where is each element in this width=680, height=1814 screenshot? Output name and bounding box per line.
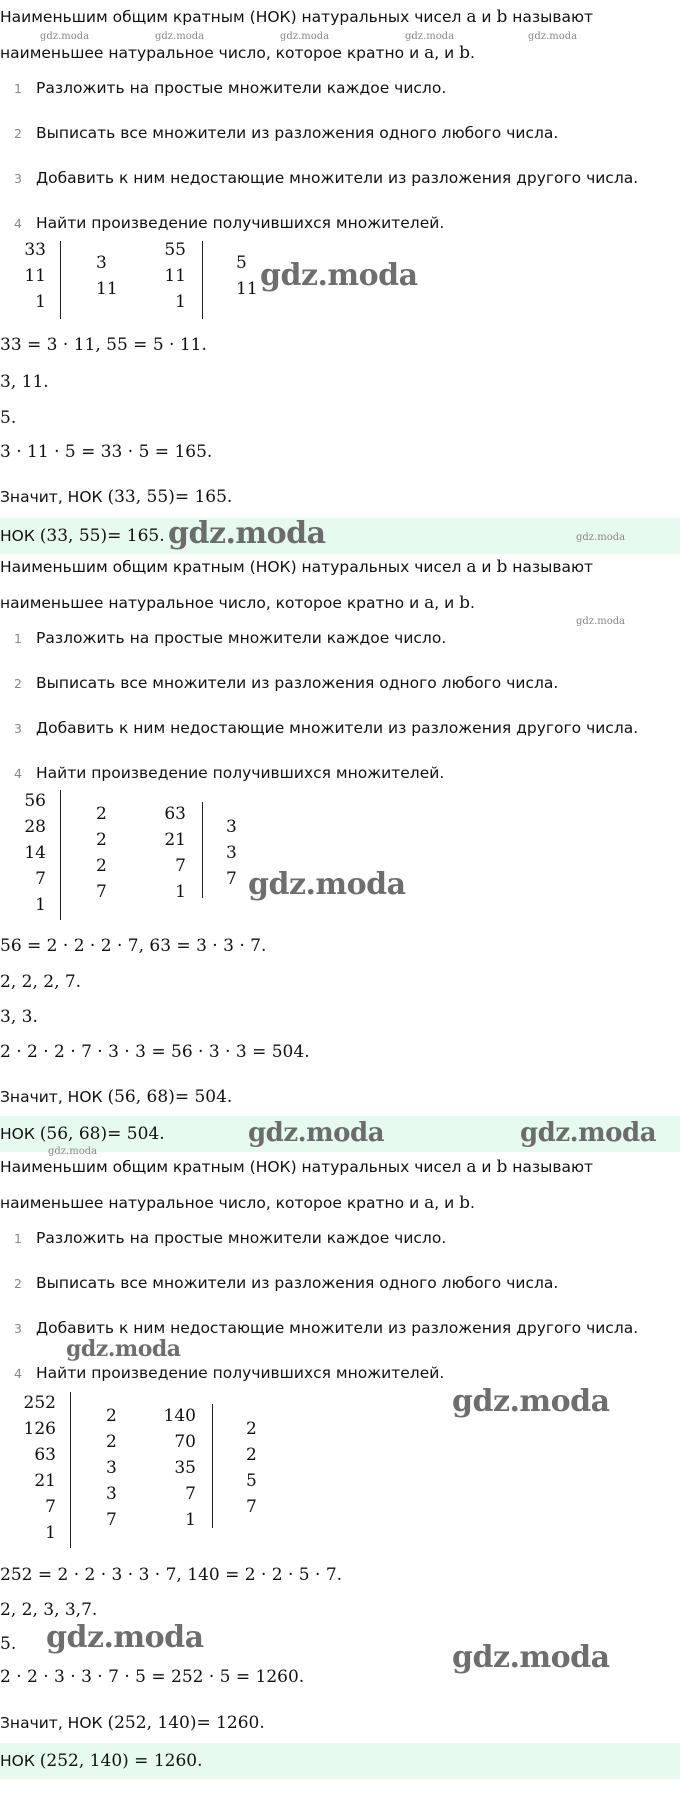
- table-factor: 7: [226, 869, 237, 889]
- and-text: и: [439, 594, 460, 612]
- step-number: 2: [14, 676, 22, 691]
- table-number: 55: [164, 240, 186, 260]
- definition-text: Наименьшим общим кратным (НОК) натуральных чисел: [0, 8, 467, 26]
- step-number: 3: [14, 171, 22, 186]
- and-text: и: [476, 558, 497, 576]
- and-text: и: [439, 44, 460, 62]
- answer-text: [0, 1751, 202, 1771]
- var-a: a: [424, 593, 435, 613]
- watermark-big: gdz.moda: [452, 1384, 610, 1419]
- right-factors: [246, 1416, 257, 1520]
- step-number: 1: [14, 631, 22, 646]
- answer-label: НОК: [0, 1125, 40, 1143]
- var-b: b: [496, 557, 508, 577]
- table-number: 35: [174, 1458, 196, 1478]
- factor-list-2: 5.: [0, 408, 17, 428]
- step-1: [14, 1228, 446, 1249]
- period: .: [470, 594, 475, 612]
- step-text: Добавить к ним недостающие множители из разложения другого числа.: [36, 169, 639, 187]
- table-number: 11: [24, 266, 46, 286]
- watermark-small: gdz.moda: [576, 532, 626, 543]
- definition-line-1: [0, 1157, 593, 1177]
- table-number: 21: [164, 830, 186, 850]
- table-number: 7: [185, 1484, 196, 1504]
- right-numbers: [150, 1403, 196, 1533]
- step-number: 4: [14, 766, 22, 781]
- table-factor: 2: [96, 830, 107, 850]
- var-b: b: [459, 593, 470, 613]
- table-number: 70: [174, 1432, 196, 1452]
- factorization-line: 33 = 3 · 11, 55 = 5 · 11.: [0, 335, 207, 355]
- table-factor: 3: [106, 1458, 117, 1478]
- definition-line-2: [0, 1193, 475, 1213]
- table-factor: 7: [246, 1497, 257, 1517]
- table-factor: 2: [96, 856, 107, 876]
- conclusion-math: (252, 140)= 1260.: [107, 1713, 265, 1733]
- left-numbers: [6, 1390, 56, 1546]
- var-a: a: [424, 1193, 435, 1213]
- factorization-line: 56 = 2 · 2 · 2 · 7, 63 = 3 · 3 · 7.: [0, 936, 267, 956]
- product-line: 3 · 11 · 5 = 33 · 5 = 165.: [0, 442, 213, 462]
- var-a: a: [466, 1157, 477, 1177]
- definition-text: Наименьшим общим кратным (НОК) натуральных чисел: [0, 1158, 467, 1176]
- step-2: [14, 1273, 558, 1294]
- watermark-big: gdz.moda: [260, 258, 418, 293]
- table-factor: 5: [246, 1471, 257, 1491]
- watermark-small: gdz.moda: [280, 31, 330, 42]
- table-factor: 2: [246, 1419, 257, 1439]
- table-number: 11: [164, 266, 186, 286]
- table-factor: 5: [236, 253, 247, 273]
- table-factor: 7: [96, 882, 107, 902]
- table-number: 63: [164, 804, 186, 824]
- step-text: Добавить к ним недостающие множители из разложения другого числа.: [36, 1319, 639, 1337]
- table-number: 126: [23, 1419, 56, 1439]
- answer-math: (56, 68)= 504.: [39, 1124, 165, 1144]
- watermark-big: gdz.moda: [248, 867, 406, 902]
- step-text: Найти произведение получившихся множителей.: [36, 1364, 445, 1382]
- conclusion-text: Значит, НОК: [0, 1714, 108, 1732]
- table-number: 7: [35, 869, 46, 889]
- comma: ,: [434, 594, 440, 612]
- definition-text: называют: [507, 1158, 594, 1176]
- watermark-big: gdz.moda: [452, 1640, 610, 1675]
- watermark-big: gdz.moda: [46, 1620, 204, 1655]
- var-a: a: [466, 7, 477, 27]
- period: .: [470, 1194, 475, 1212]
- answer-label: НОК: [0, 1752, 40, 1770]
- step-text: Выписать все множители из разложения одного любого числа.: [36, 1274, 559, 1292]
- var-b: b: [459, 1193, 470, 1213]
- definition-text: наименьшее натуральное число, которое кратно и: [0, 1194, 425, 1212]
- step-number: 4: [14, 1366, 22, 1381]
- step-number: 2: [14, 1276, 22, 1291]
- conclusion-line: [0, 1713, 265, 1733]
- and-text: и: [476, 1158, 497, 1176]
- answer-bar: [0, 1743, 680, 1779]
- step-text: Найти произведение получившихся множителей.: [36, 764, 445, 782]
- answer-label: НОК: [0, 527, 40, 545]
- var-b: b: [496, 1157, 508, 1177]
- table-factor: 11: [96, 279, 118, 299]
- step-number: 4: [14, 216, 22, 231]
- step-text: Разложить на простые множители каждое число.: [36, 79, 447, 97]
- step-text: Выписать все множители из разложения одного любого числа.: [36, 124, 559, 142]
- conclusion-math: (56, 68)= 504.: [107, 1087, 233, 1107]
- definition-text: Наименьшим общим кратным (НОК) натуральных чисел: [0, 558, 467, 576]
- step-text: Выписать все множители из разложения одного любого числа.: [36, 674, 559, 692]
- table-number: 63: [34, 1445, 56, 1465]
- factor-list-1: 3, 11.: [0, 372, 49, 392]
- watermark-big: gdz.moda: [168, 516, 326, 551]
- step-4: [14, 1363, 444, 1384]
- conclusion-math: (33, 55)= 165.: [107, 487, 233, 507]
- table-number: 1: [35, 292, 46, 312]
- definition-text: называют: [507, 558, 594, 576]
- step-number: 2: [14, 126, 22, 141]
- step-number: 1: [14, 81, 22, 96]
- table-number: 7: [45, 1497, 56, 1517]
- var-a: a: [466, 557, 477, 577]
- table-factor: 2: [106, 1406, 117, 1426]
- table-factor: 3: [226, 817, 237, 837]
- definition-text: наименьшее натуральное число, которое кратно и: [0, 594, 425, 612]
- table-divider: [70, 1392, 71, 1548]
- factor-list-2: 3, 3.: [0, 1007, 38, 1027]
- watermark-small: gdz.moda: [576, 616, 626, 627]
- table-number: 1: [185, 1510, 196, 1530]
- table-factor: 7: [106, 1510, 117, 1530]
- table-number: 140: [163, 1406, 196, 1426]
- table-number: 252: [23, 1393, 56, 1413]
- watermark-small: gdz.moda: [155, 31, 205, 42]
- answer-math: (33, 55)= 165.: [39, 526, 165, 546]
- factor-list-1: 2, 2, 2, 7.: [0, 972, 82, 992]
- step-number: 3: [14, 721, 22, 736]
- step-text: Добавить к ним недостающие множители из разложения другого числа.: [36, 719, 639, 737]
- watermark-big: gdz.moda: [520, 1118, 657, 1148]
- conclusion-text: Значит, НОК: [0, 488, 108, 506]
- definition-text: называют: [507, 8, 594, 26]
- period: .: [470, 44, 475, 62]
- table-number: 1: [45, 1523, 56, 1543]
- var-a: a: [424, 43, 435, 63]
- watermark-small: gdz.moda: [40, 31, 90, 42]
- step-text: Разложить на простые множители каждое число.: [36, 1229, 447, 1247]
- left-factors: [106, 1403, 117, 1533]
- product-line: 2 · 2 · 2 · 7 · 3 · 3 = 56 · 3 · 3 = 504.: [0, 1042, 310, 1062]
- product-line: 2 · 2 · 3 · 3 · 7 · 5 = 252 · 5 = 1260.: [0, 1667, 305, 1687]
- conclusion-text: Значит, НОК: [0, 1088, 108, 1106]
- watermark-small: gdz.moda: [405, 31, 455, 42]
- var-b: b: [496, 7, 508, 27]
- watermark-small: gdz.moda: [48, 1146, 98, 1157]
- table-factor: 2: [106, 1432, 117, 1452]
- table-factor: 11: [236, 279, 258, 299]
- table-factor: 2: [246, 1445, 257, 1465]
- table-number: 28: [24, 817, 46, 837]
- definition-text: наименьшее натуральное число, которое кратно и: [0, 44, 425, 62]
- factor-list-1: 2, 2, 3, 3,7.: [0, 1600, 98, 1620]
- table-factor: 3: [96, 253, 107, 273]
- table-number: 1: [35, 895, 46, 915]
- table-number: 21: [34, 1471, 56, 1491]
- table-divider: [212, 1404, 213, 1528]
- comma: ,: [434, 1194, 440, 1212]
- table-number: 7: [175, 856, 186, 876]
- answer-math: (252, 140) = 1260.: [39, 1751, 203, 1771]
- table-factor: 3: [226, 843, 237, 863]
- table-number: 33: [24, 240, 46, 260]
- table-number: 14: [24, 843, 46, 863]
- comma: ,: [434, 44, 440, 62]
- table-factor: 3: [106, 1484, 117, 1504]
- table-number: 56: [24, 791, 46, 811]
- table-number: 1: [175, 292, 186, 312]
- watermark-big: gdz.moda: [248, 1118, 385, 1148]
- step-number: 3: [14, 1321, 22, 1336]
- step-number: 1: [14, 1231, 22, 1246]
- and-text: и: [439, 1194, 460, 1212]
- var-b: b: [459, 43, 470, 63]
- step-text: Разложить на простые множители каждое число.: [36, 629, 447, 647]
- factorization-line: 252 = 2 · 2 · 3 · 3 · 7, 140 = 2 · 2 · 5 · 7.: [0, 1565, 343, 1585]
- watermark-small: gdz.moda: [528, 31, 578, 42]
- step-text: Найти произведение получившихся множителей.: [36, 214, 445, 232]
- table-factor: 2: [96, 804, 107, 824]
- factor-list-2: 5.: [0, 1634, 17, 1654]
- watermark-big: gdz.moda: [66, 1336, 181, 1362]
- table-number: 1: [175, 882, 186, 902]
- and-text: и: [476, 8, 497, 26]
